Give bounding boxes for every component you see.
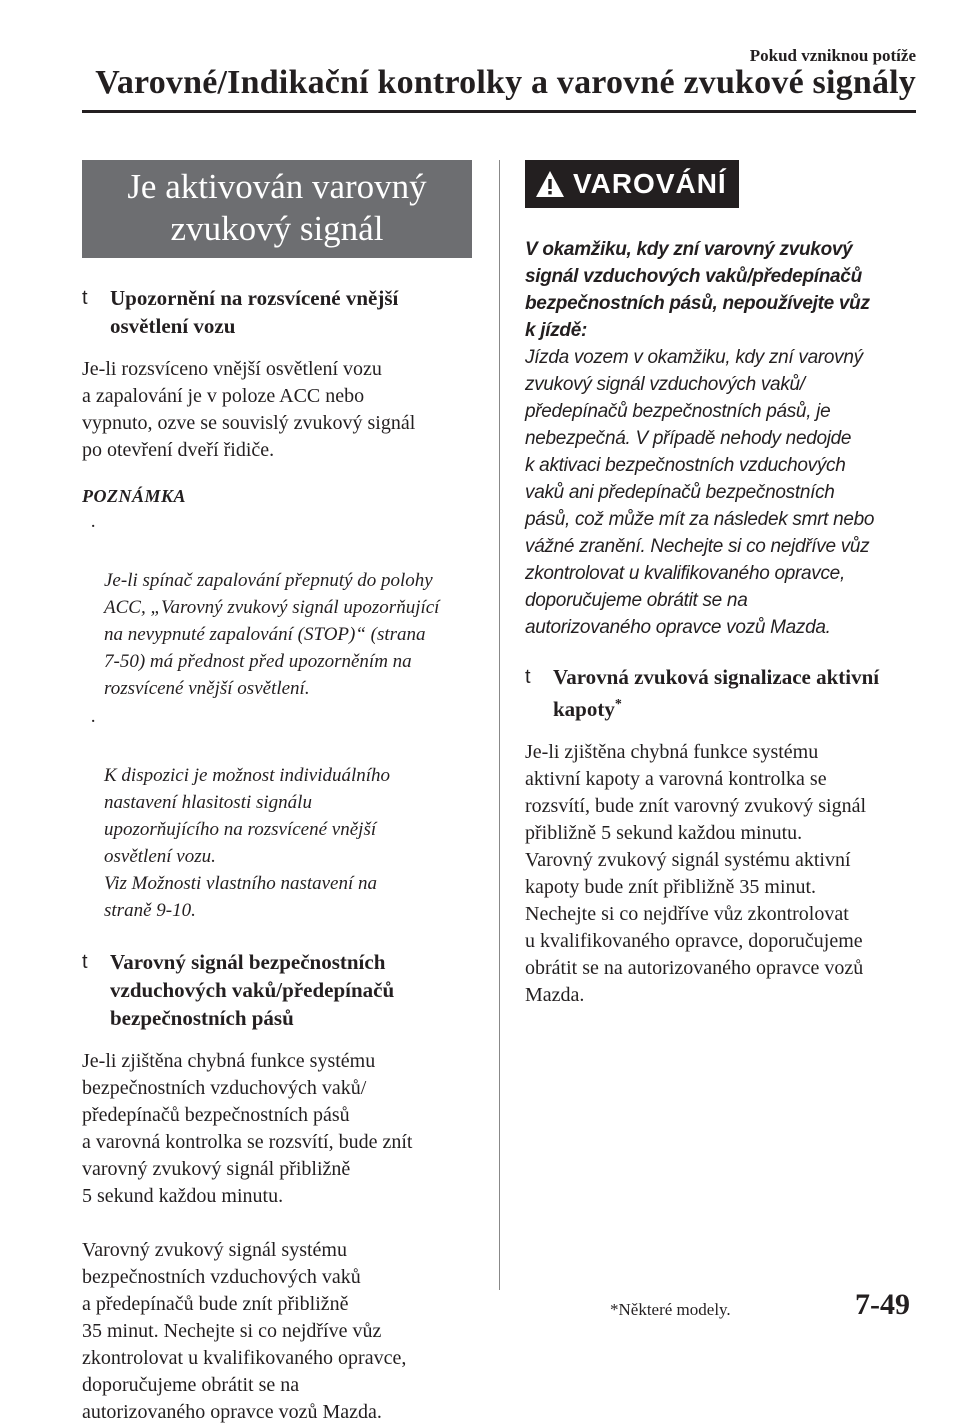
note-title: POZNÁMKA [82, 486, 187, 506]
warning-triangle-icon [535, 170, 565, 198]
note-item-text: K dispozici je možnost individuálního nastavení hlasitosti signálu upozorňujícího na rozsvícené vnější osvětlení vozu. Viz Možnosti vlastního nastavení na straně 9-10. [104, 765, 391, 921]
paragraph-airbag-signal: Je-li zjištěna chybná funkce systému bezpečnostních vzduchových vaků/ předepínačů bezpečnostních pásů a varovná kontrolka se rozsvítí, bude znít varovný zvukový signál přibližně 5 sekund každou minutu. [82, 1050, 413, 1207]
section-bullet-icon: t [525, 666, 531, 688]
warning-label: VAROVÁNÍ [573, 168, 727, 199]
warning-bold-lead: V okamžiku, kdy zní varovný zvukový signál vzduchových vaků/předepínačů bezpečnostních pásů, nepoužívejte vůz k jízdě: [525, 239, 870, 341]
left-column [82, 160, 472, 1426]
note-item [82, 513, 472, 702]
subheading-text: Varovný signál bezpečnostních vzduchových vaků/předepínačů bezpečnostních pásů [110, 950, 395, 1030]
subheading-airbag-signal [82, 948, 472, 1032]
chapter-label: Pokud vzniknou potíže [749, 46, 916, 65]
page-number: 7-49 [855, 1288, 910, 1321]
section-bullet-icon: t [82, 287, 88, 309]
column-divider [499, 160, 500, 1290]
footnote: *Některé modely. [610, 1300, 731, 1319]
paragraph-airbag-duration: Varovný zvukový signál systému bezpečnostních vzduchových vaků a předepínačů bude znít přibližně 35 minut. Nechejte si co nejdříve vůz zkontrolovat u kvalifikovaného opravce, doporučujeme obrátit se na autorizovaného opravce vozů Mazda. [82, 1239, 407, 1423]
warning-body: Jízda vozem v okamžiku, kdy zní varovný zvukový signál vzduchových vaků/ předepínačů bezpečnostních pásů, je nebezpečná. V případě nehody nedojde k aktivaci bezpečnostních vzduchových vaků ani předepínačů bezpečnostních pásů, což může mít za následek smrt nebo vážné zranění. Nechejte si co nejdříve vůz zkontrolovat u kvalifikovaného opravce, doporučujeme obrátit se na autorizovaného opravce vozů Mazda. [525, 347, 875, 638]
header-rule [82, 110, 916, 113]
right-column [525, 160, 917, 1009]
section-bullet-icon: t [82, 951, 88, 973]
subheading-exterior-lights [82, 284, 472, 340]
warning-badge [525, 160, 739, 208]
page-title: Varovné/Indikační kontrolky a varovné zvukové signály [95, 64, 916, 101]
note-item [82, 708, 472, 924]
paragraph-active-bonnet: Je-li zjištěna chybná funkce systému aktivní kapoty a varovná kontrolka se rozsvítí, bude znít varovný zvukový signál přibližně 5 sekund každou minutu. Varovný zvukový signál systému aktivní kapoty bude znít přibližně 35 minut. Nechejte si co nejdříve vůz zkontrolovat u kvalifikovaného opravce, doporučujeme obrátit se na autorizovaného opravce vozů Mazda. [525, 741, 867, 1006]
footnote-mark: * [614, 697, 622, 712]
paragraph-exterior-lights: Je-li rozsvíceno vnější osvětlení vozu a zapalování je v poloze ACC nebo vypnuto, ozve se souvislý zvukový signál po otevření dveří řidiče. [82, 358, 416, 461]
subheading-active-bonnet [525, 663, 917, 723]
section-title: Je aktivován varovný zvukový signál [82, 160, 472, 258]
note-dot-icon: · [90, 516, 97, 537]
note-item-text: Je-li spínač zapalování přepnutý do polohy ACC, „Varovný zvukový signál upozorňující na nevypnuté zapalování (STOP)“ (strana 7-50) má přednost před upozorněním na rozsvícené vnější osvětlení. [104, 570, 440, 699]
subheading-text: Varovná zvuková signalizace aktivní kapoty [553, 665, 880, 721]
subheading-text: Upozornění na rozsvícené vnější osvětlení vozu [110, 286, 399, 338]
note-dot-icon: · [90, 711, 97, 732]
warning-text [525, 236, 917, 641]
